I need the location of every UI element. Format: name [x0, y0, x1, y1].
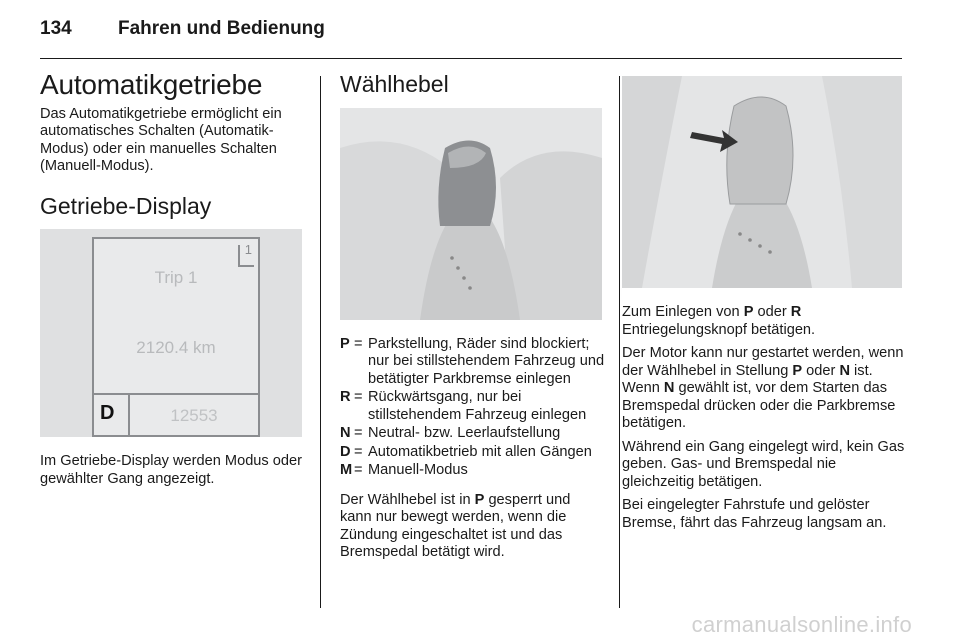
position-item-d — [340, 444, 606, 462]
column-2 — [340, 70, 606, 568]
position-text: Automatikbetrieb mit allen Gängen — [368, 443, 592, 460]
text-run: gesperrt und kann nur bewegt werden, wenn die Zündung eingeschaltet ist und das Bremspedal betätigt wird. — [340, 491, 571, 560]
lock-paragraph — [340, 492, 606, 562]
column-divider-2 — [619, 76, 620, 608]
text-run: ist. Wenn — [622, 362, 873, 396]
position-item-n — [340, 425, 606, 443]
display-separator — [94, 393, 258, 395]
position-item-r — [340, 389, 606, 424]
bold-run: P — [792, 362, 803, 379]
gear-paragraph: Während ein Gang eingelegt wird, kein Gas geben. Gas- und Bremspedal nie gleichzeitig betätigen. — [622, 438, 905, 490]
position-item-p — [340, 336, 606, 389]
position-item-m — [340, 462, 606, 480]
page-number: 134 — [40, 18, 72, 39]
display-frame — [92, 237, 260, 437]
position-key: D — [340, 443, 351, 460]
position-text: Parkstellung, Räder sind blockiert; nur bei stillstehendem Fahrzeug und betätigter Parkbremse einlegen — [368, 335, 605, 387]
text-run: Zum Einlegen von — [622, 304, 744, 320]
bold-run: N — [839, 362, 850, 379]
selector-lever-icon — [340, 108, 602, 320]
position-eq: = — [354, 462, 363, 478]
display-odometer: 12553 — [170, 406, 218, 425]
selector-lever-arrow-icon — [622, 76, 902, 288]
start-paragraph — [622, 345, 906, 433]
watermark: carmanualsonline.info — [691, 612, 912, 637]
bold-run: P — [474, 491, 485, 508]
column-divider-1 — [320, 76, 321, 608]
position-eq: = — [354, 335, 363, 352]
position-key: P — [340, 335, 350, 352]
position-key: N — [340, 425, 351, 441]
display-gear: D — [100, 402, 115, 424]
selector-heading: Wählhebel — [340, 71, 449, 97]
release-paragraph — [622, 304, 906, 339]
text-run: Entriegelungsknopf betätigen. — [622, 321, 816, 338]
trip-page-number: 1 — [244, 242, 252, 257]
text-run: gewählt ist, vor dem Starten das Bremspedal drücken oder die Parkbremse betätigen. — [622, 380, 896, 431]
bold-run: R — [790, 304, 802, 320]
position-eq: = — [354, 425, 363, 441]
section-title: Fahren und Bedienung — [118, 18, 325, 39]
position-key: M — [340, 462, 353, 478]
position-text: Rückwärtsgang, nur bei stillstehendem Fahrzeug einlegen — [368, 389, 587, 423]
header-rule — [40, 58, 902, 59]
column-1 — [40, 70, 306, 494]
intro-paragraph: Das Automatikgetriebe ermöglicht ein automatisches Schalten (Automatik-Modus) oder ein manuelles Schalten (Manuell-Modus). — [40, 105, 282, 174]
position-eq: = — [354, 389, 363, 405]
bold-run: N — [663, 380, 675, 396]
transmission-display-illustration — [40, 229, 302, 437]
position-text: Neutral- bzw. Leerlaufstellung — [368, 425, 561, 441]
text-run: Der Motor kann nur gestartet werden, wenn der Wählhebel in Stellung — [622, 345, 904, 379]
release-button-illustration — [622, 76, 902, 288]
chapter-title: Automatikgetriebe — [40, 69, 263, 100]
position-key: R — [340, 389, 351, 405]
selector-lever-illustration — [340, 108, 602, 320]
display-distance: 2120.4 km — [136, 338, 216, 357]
position-list — [340, 336, 606, 480]
display-heading: Getriebe-Display — [40, 192, 212, 219]
display-text: Im Getriebe-Display werden Modus oder gewählter Gang angezeigt. — [40, 453, 302, 487]
display-trip-label: Trip 1 — [154, 268, 198, 287]
creep-paragraph: Bei eingelegter Fahrstufe und gelöster Bremse, fährt das Fahrzeug langsam an. — [622, 497, 887, 531]
text-run: Der Wählhebel ist in — [340, 491, 475, 508]
page-header — [40, 18, 325, 40]
column-3 — [622, 70, 906, 538]
position-text: Manuell-Modus — [368, 462, 468, 478]
text-run: oder — [753, 304, 791, 320]
position-eq: = — [354, 443, 363, 460]
bold-run: P — [743, 304, 754, 320]
text-run: oder — [802, 362, 840, 379]
